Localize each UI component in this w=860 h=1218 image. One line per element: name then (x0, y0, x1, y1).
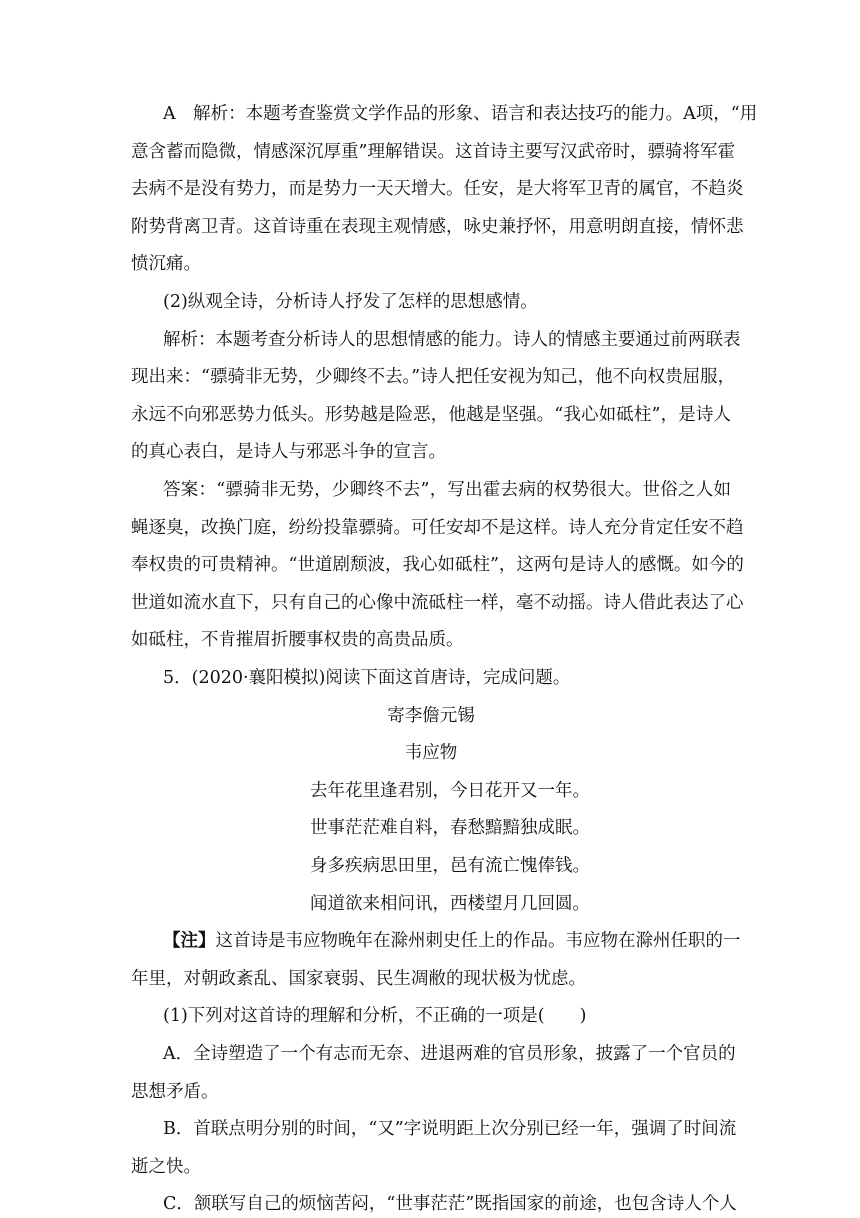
question-2-answer-line: 世道如流水直下，只有自己的心像中流砥柱一样，毫不动摇。诗人借此表达了心 (131, 592, 744, 613)
question-1: (1)下列对这首诗的理解和分析，不正确的一项是( ) (163, 1006, 587, 1027)
question-2-answer-line: 如砥柱，不肯摧眉折腰事权贵的高贵品质。 (131, 630, 464, 651)
note-label: 【注】 (163, 931, 216, 952)
poem-line: 世事茫茫难自料，春愁黯黯独成眠。 (310, 818, 590, 839)
note-text: 这首诗是韦应物晚年在滁州刺史任上的作品。韦应物在滁州任职的一 (215, 931, 741, 952)
question-2-analysis-line: 永远不向邪恶势力低头。形势越是险恶，他越是坚强。“我心如砥柱”，是诗人 (131, 404, 731, 425)
option-b-line: B．首联点明分别的时间，“又”字说明距上次分别已经一年，强调了时间流 (163, 1119, 737, 1140)
answer-a-analysis-line: A 解析：本题考查鉴赏文学作品的形象、语言和表达技巧的能力。A项，“用 (163, 104, 758, 124)
question-2-analysis-line: 现出来：“骠骑非无势，少卿终不去。”诗人把任安视为知己，他不向权贵屈服， (131, 367, 736, 388)
answer-a-analysis-line: 附势背离卫青。这首诗重在表现主观情感，咏史兼抒怀，用意明朗直接，情怀悲 (131, 216, 744, 237)
option-a-line: A．全诗塑造了一个有志而无奈、进退两难的官员形象，披露了一个官员的 (163, 1044, 736, 1064)
question-2-answer-line: 奉权贵的可贵精神。“世道剧颓波，我心如砥柱”，这两句是诗人的感慨。如今的 (131, 555, 744, 576)
poem-line: 身多疾病思田里，邑有流亡愧俸钱。 (310, 856, 590, 876)
poem-line: 闻道欲来相问讯，西楼望月几回圆。 (310, 893, 590, 914)
question-2: (2)纵观全诗，分析诗人抒发了怎样的思想感情。 (163, 292, 538, 312)
option-b-line: 逝之快。 (131, 1156, 201, 1177)
poem-note-line (163, 929, 741, 955)
option-c-line: C．颔联写自己的烦恼苦闷，“世事茫茫”既指国家的前途，也包含诗人个人 (163, 1194, 737, 1215)
question-2-answer-line: 蝇逐臭，改换门庭，纷纷投靠骠骑。可任安却不是这样。诗人充分肯定任安不趋 (131, 517, 744, 538)
answer-a-analysis-line: 愤沉痛。 (131, 254, 201, 275)
question-2-answer-line: 答案：“骠骑非无势，少卿终不去”，写出霍去病的权势很大。世俗之人如 (163, 480, 731, 500)
poem-author: 韦应物 (404, 743, 458, 764)
answer-a-analysis-line: 意含蓄而隐微，情感深沉厚重”理解错误。这首诗主要写汉武帝时，骠骑将军霍 (131, 141, 735, 162)
question-2-analysis-line: 的真心表白，是诗人与邪恶斗争的宣言。 (131, 442, 446, 463)
option-a-line: 思想矛盾。 (131, 1081, 219, 1102)
answer-a-analysis-line: 去病不是没有势力，而是势力一天天增大。任安，是大将军卫青的属官，不趋炎 (131, 179, 744, 200)
poem-line: 去年花里逢君别，今日花开又一年。 (310, 780, 590, 801)
question-5: 5．(2020·襄阳模拟)阅读下面这首唐诗，完成问题。 (163, 668, 571, 688)
question-2-analysis-line: 解析：本题考查分析诗人的思想情感的能力。诗人的情感主要通过前两联表 (163, 329, 741, 350)
poem-title: 寄李儋元锡 (387, 705, 475, 726)
poem-note-line: 年里，对朝政紊乱、国家衰弱、民生凋敝的现状极为忧虑。 (131, 968, 586, 989)
